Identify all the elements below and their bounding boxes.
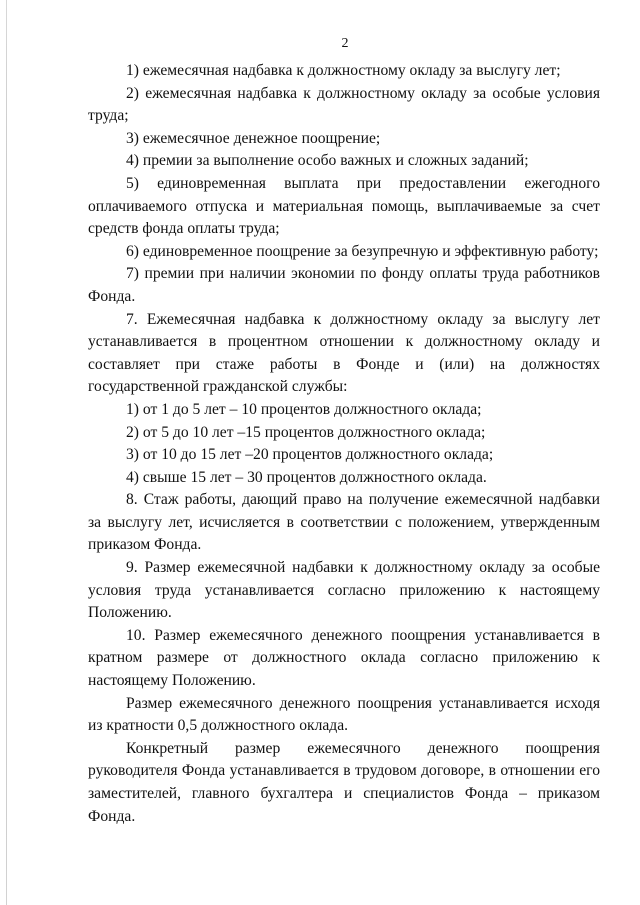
paragraph: Размер ежемесячного денежного поощрения устанавливается исходя из кратности 0,5 должностного оклада. <box>88 694 600 735</box>
paragraph: 2) ежемесячная надбавка к должностному окладу за особые условия труда; <box>88 84 600 125</box>
paragraph: 9. Размер ежемесячной надбавки к должностному окладу за особые условия труда устанавливается согласно приложению к настоящему Положению. <box>88 559 600 622</box>
page-number: 2 <box>341 36 349 51</box>
paragraph: 7. Ежемесячная надбавка к должностному окладу за выслугу лет устанавливается в процентном отношении к должностному окладу и составляет при стаже работы в Фонде и (или) на должностях государственной гражданской службы: <box>88 310 600 396</box>
paragraph: 10. Размер ежемесячного денежного поощрения устанавливается в кратном размере от должностного оклада согласно приложению к настоящему Положению. <box>88 626 600 690</box>
paragraph: Конкретный размер ежемесячного денежного поощрения руководителя Фонда устанавливается в трудовом договоре, в отношении его заместителей, главного бухгалтера и специалистов Фонда – приказом Фонда. <box>88 739 600 825</box>
paragraph: 4) премии за выполнение особо важных и сложных заданий; <box>126 152 529 170</box>
paragraph: 3) от 10 до 15 лет –20 процентов должностного оклада; <box>126 446 494 464</box>
paragraph: 4) свыше 15 лет – 30 процентов должностного оклада. <box>126 468 487 486</box>
scan-edge-line <box>6 0 7 905</box>
paragraph: 3) ежемесячное денежное поощрение; <box>126 129 381 147</box>
paragraph: 7) премии при наличии экономии по фонду оплаты труда работников Фонда. <box>88 265 600 305</box>
paragraph: 6) единовременное поощрение за безупречную и эффективную работу; <box>126 242 599 260</box>
paragraph: 8. Стаж работы, дающий право на получение ежемесячной надбавки за выслугу лет, исчисляется в соответствии с положением, утвержденным приказом Фонда. <box>88 491 600 554</box>
paragraph: 2) от 5 до 10 лет –15 процентов должностного оклада; <box>126 423 486 441</box>
paragraph: 1) от 1 до 5 лет – 10 процентов должностного оклада; <box>126 400 482 418</box>
paragraph: 5) единовременная выплата при предоставлении ежегодного оплачиваемого отпуска и материальная помощь, выплачиваемые за счет средств фонда оплаты труда; <box>88 174 600 238</box>
paragraph: 1) ежемесячная надбавка к должностному окладу за выслугу лет; <box>126 62 561 79</box>
document-body <box>88 60 600 828</box>
